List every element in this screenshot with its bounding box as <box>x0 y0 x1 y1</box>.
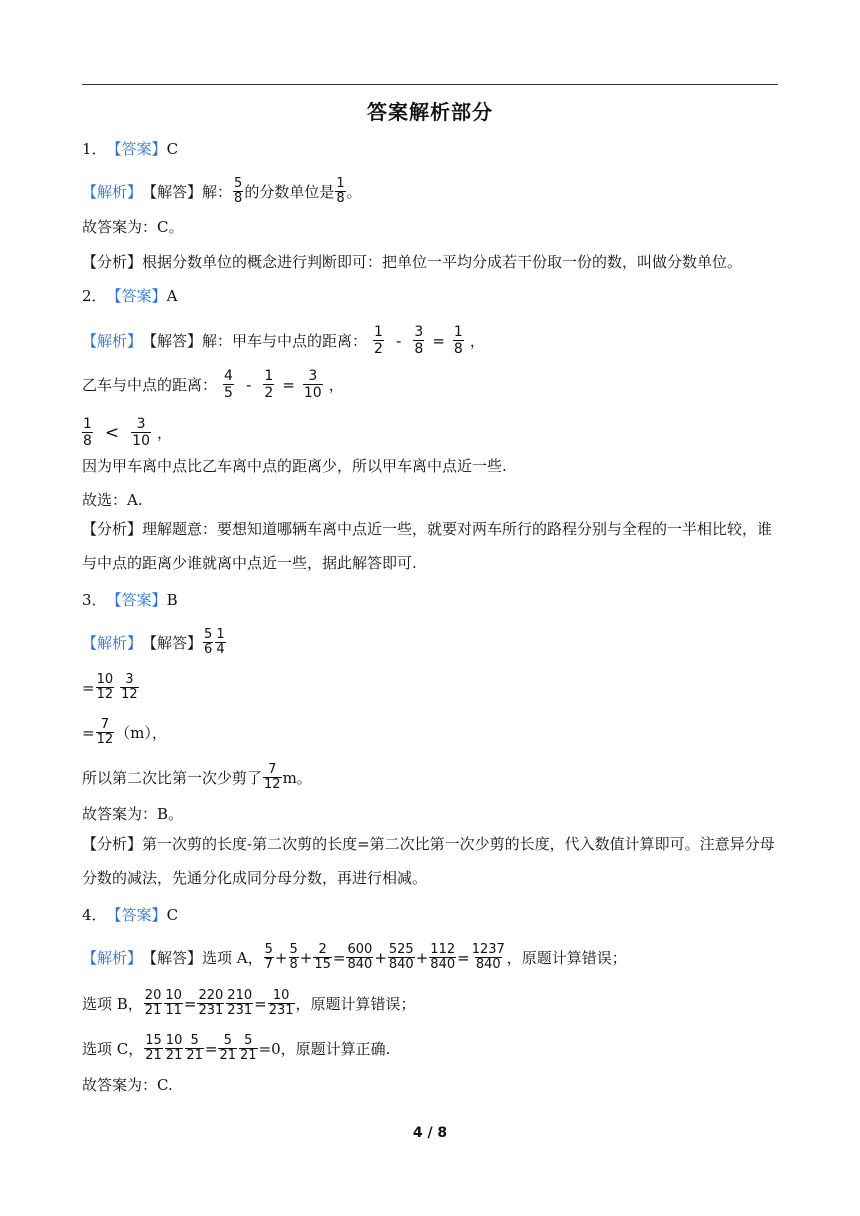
fraction: $\frac{1}{8}$ <box>336 176 345 206</box>
option-a-result: ，原题计算错误； <box>506 948 627 967</box>
equals-sign: = <box>282 375 295 394</box>
q2-analysis-text: 理解题意：要想知道哪辆车离中点近一些，就要对两车所行的路程分别与全程的一半相比较，谁与中点的距离少谁就离中点近一些，据此解答即可. <box>82 520 773 572</box>
operator: + <box>299 948 313 967</box>
fraction: $\frac{5}{7}$ <box>264 942 273 972</box>
q1-end-punct: 。 <box>346 182 362 201</box>
q2-line-3 <box>82 416 778 449</box>
fraction: $\frac{5}{21}$ <box>219 1033 237 1063</box>
page-number: 4 / 8 <box>412 1125 448 1141</box>
q4-option-c <box>82 1034 778 1063</box>
q1-answer-line <box>82 139 778 159</box>
fraction: $\frac{5}{8}$ <box>234 176 243 206</box>
fraction: $\frac{1}{2}$ <box>264 368 274 401</box>
q4-answer-line <box>82 905 778 925</box>
q2-number: 2． <box>82 287 107 305</box>
option-c-label: 选项 C， <box>82 1039 144 1058</box>
operator: = <box>457 948 470 967</box>
fraction: $\frac{7}{12}$ <box>96 717 114 747</box>
q3-analysis <box>82 827 778 895</box>
q1-mid-text: 的分数单位是 <box>244 182 335 201</box>
jiexi-tag: 【解析】 <box>82 331 143 350</box>
fraction: $\frac{1237}{840}$ <box>471 942 505 972</box>
q3-answer-line <box>82 590 778 610</box>
fenxi-tag: 【分析】 <box>82 520 143 538</box>
answer-tag: 【答案】 <box>106 287 167 305</box>
q1-conclusion: 故答案为：C。 <box>82 218 184 236</box>
q1-answer: C <box>166 140 179 158</box>
fraction: $\frac{4}{5}$ <box>224 368 233 401</box>
q2-analysis <box>82 512 778 580</box>
jiexi-tag: 【解析】 <box>82 948 143 967</box>
q4-answer: C <box>166 906 179 924</box>
q2-line-2 <box>82 368 778 401</box>
q2-answer: A <box>166 287 178 305</box>
fraction: $\frac{5}{21}$ <box>186 1033 203 1063</box>
fraction: $\frac{7}{12}$ <box>264 762 281 792</box>
q1-analysis-line <box>82 252 778 272</box>
q3-answer: B <box>166 591 178 609</box>
fenxi-tag: 【分析】 <box>82 253 143 271</box>
operator: = <box>254 994 267 1013</box>
comma: ， <box>328 375 344 394</box>
header-rule <box>82 84 778 85</box>
fraction: $\frac{15}{21}$ <box>145 1033 162 1063</box>
operator: = <box>332 948 346 967</box>
q3-line-2 <box>82 673 778 702</box>
option-b-result: ，原题计算错误； <box>295 994 416 1013</box>
fraction: $\frac{5}{21}$ <box>240 1033 257 1063</box>
page-title: 答案解析部分 <box>367 100 493 124</box>
fenxi-tag: 【分析】 <box>82 835 143 853</box>
fraction: $\frac{112}{840}$ <box>430 942 456 972</box>
jieda-tag: 【解答】 <box>142 948 203 967</box>
q3-line-3 <box>82 718 778 747</box>
operator: = <box>183 994 197 1013</box>
unit: （m）， <box>115 723 167 742</box>
q4-number: 4． <box>82 906 107 924</box>
fraction: $\frac{3}{12}$ <box>121 672 138 702</box>
q4-conclusion: 故答案为：C. <box>82 1076 173 1094</box>
q1-analysis: 根据分数单位的概念进行判断即可：把单位一平均分成若干份取一份的数，叫做分数单位。 <box>142 253 743 271</box>
fraction: $\frac{10}{12}$ <box>96 672 114 702</box>
fraction: $\frac{20}{21}$ <box>144 988 162 1018</box>
q2-conclusion: 故选：A. <box>82 491 143 509</box>
q2-l1-text: 解：甲车与中点的距离： <box>202 331 368 350</box>
jieda-tag: 【解答】 <box>142 633 203 652</box>
operator: + <box>374 948 387 967</box>
operator: = <box>204 1039 218 1058</box>
fraction: $\frac{1}{8}$ <box>83 416 92 449</box>
operator: + <box>415 948 429 967</box>
minus-sign: - <box>245 375 252 394</box>
fraction: $\frac{600}{840}$ <box>347 942 373 972</box>
q3-l4-pre: 所以第二次比第一次少剪了 <box>82 768 263 787</box>
minus-sign: - <box>395 331 402 350</box>
fraction: $\frac{5}{6}$ <box>204 627 213 657</box>
fraction: $\frac{2}{15}$ <box>314 942 331 972</box>
fraction: $\frac{3}{10}$ <box>132 416 150 449</box>
q3-l4-post: m。 <box>282 768 312 787</box>
comma: ， <box>469 331 485 350</box>
fraction: $\frac{220}{231}$ <box>198 988 224 1018</box>
q4-option-a <box>82 943 778 972</box>
operator: + <box>274 948 288 967</box>
q2-l2-text: 乙车与中点的距离： <box>82 375 218 394</box>
q1-solution-line <box>82 177 778 206</box>
q3-conclusion: 故答案为：B。 <box>82 805 184 823</box>
fraction: $\frac{10}{231}$ <box>268 988 294 1018</box>
q3-number: 3． <box>82 591 107 609</box>
fraction: $\frac{1}{8}$ <box>453 324 463 357</box>
fraction: $\frac{1}{4}$ <box>216 627 225 657</box>
q3-line-4 <box>82 763 778 792</box>
q1-solve-prefix: 解： <box>202 182 233 201</box>
option-c-result: =0，原题计算正确. <box>258 1039 391 1058</box>
less-than-sign: < <box>104 422 120 443</box>
equals-sign: = <box>82 678 95 697</box>
fraction: $\frac{210}{231}$ <box>227 988 253 1018</box>
fraction: $\frac{1}{2}$ <box>374 324 383 357</box>
q4-option-b <box>82 989 778 1018</box>
answer-tag: 【答案】 <box>106 591 167 609</box>
jiexi-tag: 【解析】 <box>82 633 143 652</box>
answer-tag: 【答案】 <box>106 906 167 924</box>
fraction: $\frac{10}{21}$ <box>165 1033 183 1063</box>
fraction: $\frac{10}{11}$ <box>165 988 182 1018</box>
q2-reason: 因为甲车离中点比乙车离中点的距离少，所以甲车离中点近一些. <box>82 457 507 475</box>
q1-number: 1． <box>82 140 107 158</box>
fraction: $\frac{3}{10}$ <box>303 368 322 401</box>
jiexi-tag: 【解析】 <box>82 182 143 201</box>
equals-sign: = <box>432 331 445 350</box>
comma: ， <box>157 423 173 442</box>
fraction: $\frac{525}{840}$ <box>388 942 414 972</box>
equals-sign: = <box>82 723 95 742</box>
q2-answer-line <box>82 286 778 306</box>
option-b-label: 选项 B， <box>82 994 143 1013</box>
q2-line-1 <box>82 324 778 357</box>
jieda-tag: 【解答】 <box>142 331 203 350</box>
q3-line-1 <box>82 628 778 657</box>
fraction: $\frac{3}{8}$ <box>414 324 424 357</box>
option-a-label: 选项 A， <box>202 948 263 967</box>
fraction: $\frac{5}{8}$ <box>289 942 298 972</box>
q3-analysis-text: 第一次剪的长度-第二次剪的长度=第二次比第一次少剪的长度，代入数值计算即可。注意异分母分数的减法，先通分化成同分母分数，再进行相减。 <box>82 835 775 887</box>
jieda-tag: 【解答】 <box>142 182 203 201</box>
answer-tag: 【答案】 <box>106 140 167 158</box>
